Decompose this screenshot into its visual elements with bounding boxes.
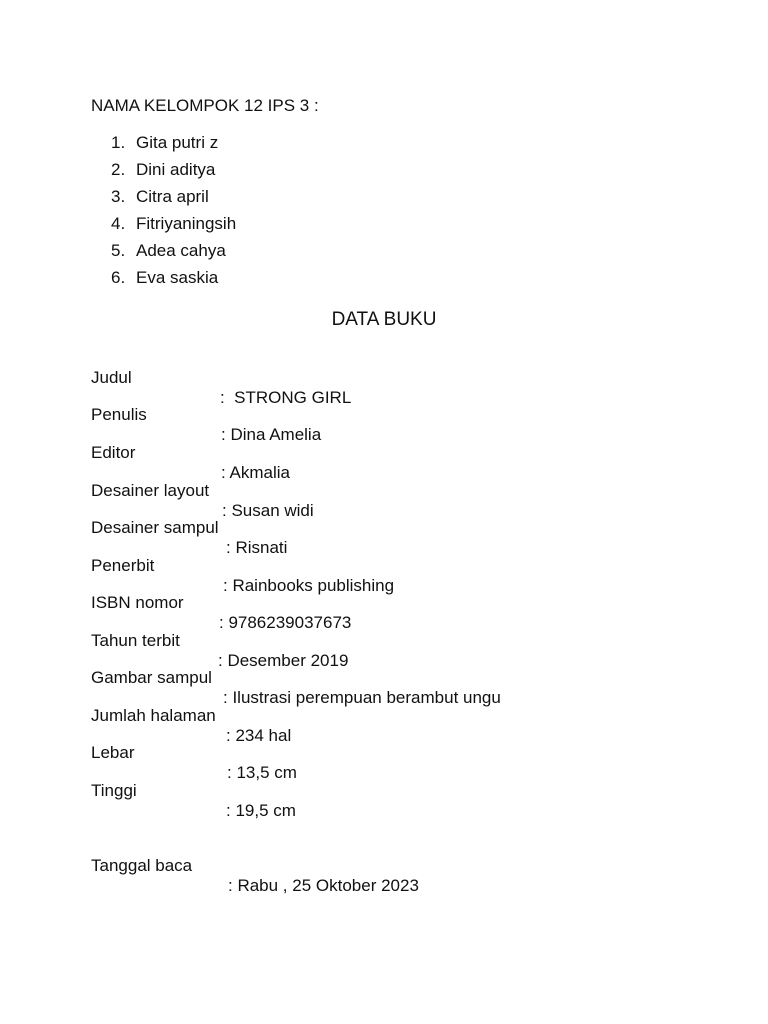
field-value: : Akmalia [221,463,290,482]
field-label: Penulis [91,405,147,424]
field-value: : 234 hal [226,726,292,745]
list-number: 6. [111,268,126,287]
list-number: 4. [111,214,126,233]
field-value: : STRONG GIRL [220,388,352,407]
field-value: : 13,5 cm [227,763,297,782]
field-value: : Susan widi [222,501,314,520]
member-name: Gita putri z [136,133,219,152]
member-name: Citra april [136,187,209,206]
field-label: Desainer layout [91,481,210,500]
list-number: 3. [111,187,126,206]
member-name: Fitriyaningsih [136,214,237,233]
field-value: : Risnati [226,538,288,557]
field-value: : Rainbooks publishing [223,576,395,595]
field-label: Tinggi [91,781,137,800]
list-number: 1. [111,133,126,152]
field-label: Gambar sampul [91,668,212,687]
field-label: Tahun terbit [91,631,180,650]
field-value: : Desember 2019 [218,651,349,670]
member-name: Eva saskia [136,268,219,287]
member-name: Dini aditya [136,160,216,179]
field-label: Desainer sampul [91,518,219,537]
field-value: : Ilustrasi perempuan berambut ungu [223,688,501,707]
field-label: Judul [91,368,132,387]
field-tanggal-baca [91,836,419,916]
list-number: 2. [111,160,126,179]
field-label: ISBN nomor [91,593,184,612]
field-label: Lebar [91,743,135,762]
field-label: Penerbit [91,556,155,575]
field-value: : Dina Amelia [221,425,322,444]
field-label: Tanggal baca [91,856,193,875]
member-name: Adea cahya [136,241,226,260]
field-label: Editor [91,443,136,462]
group-title: NAMA KELOMPOK 12 IPS 3 : [91,96,319,115]
field-value: : 19,5 cm [226,801,296,820]
field-value: : Rabu , 25 Oktober 2023 [228,876,419,895]
section-title: DATA BUKU [331,309,437,330]
list-number: 5. [111,241,126,260]
field-label: Jumlah halaman [91,706,216,725]
field-value: : 9786239037673 [219,613,352,632]
